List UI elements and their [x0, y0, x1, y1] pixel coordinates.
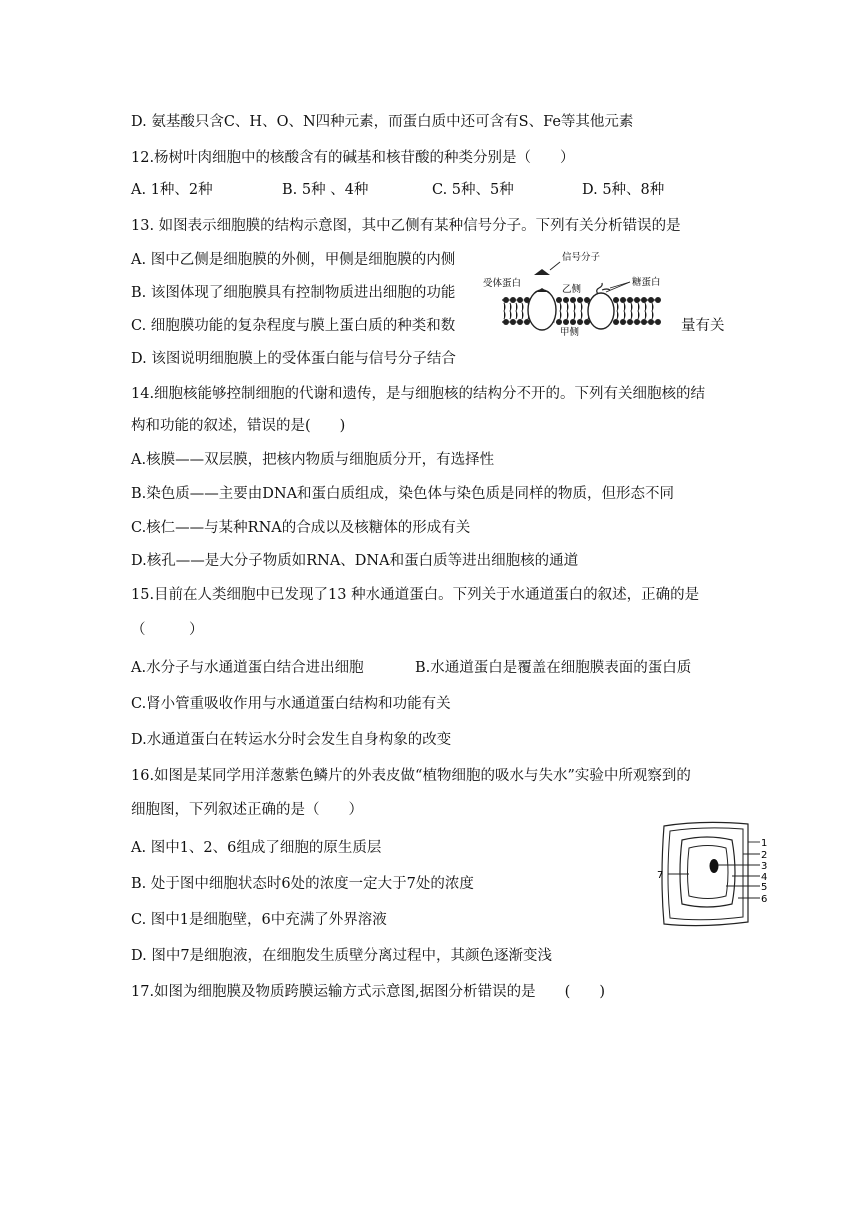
nucleus [710, 859, 719, 873]
label-signal-molecule: 信号分子 [562, 252, 601, 263]
q14-option-c: C.核仁——与某种RNA的合成以及核糖体的形成有关 [131, 520, 471, 536]
q13-option-b: B. 该图体现了细胞膜具有控制物质进出细胞的功能 [131, 285, 456, 301]
label-receptor-protein: 受体蛋白 [483, 278, 522, 289]
sugar-chain-icon [597, 283, 610, 294]
q12-stem: 12.杨树叶肉细胞中的核酸含有的碱基和核苷酸的种类分别是（ ） [131, 150, 575, 166]
label-6: 6 [761, 894, 768, 905]
q14-option-d: D.核孔——是大分子物质如RNA、DNA和蛋白质等进出细胞核的通道 [131, 553, 579, 569]
q12-option-b: B. 5种 、4种 [282, 182, 369, 198]
q12-option-d: D. 5种、8种 [582, 182, 665, 198]
label-3: 3 [761, 861, 768, 872]
vacuole [688, 846, 729, 899]
q16-stem-line2: 细胞图，下列叙述正确的是（ ） [131, 802, 363, 818]
glyco-pointer-2 [606, 282, 630, 292]
phospholipid-bilayer [502, 300, 658, 322]
q15-stem-line1: 15.目前在人类细胞中已发现了13 种水通道蛋白。下列关于水通道蛋白的叙述，正确的是 [131, 587, 700, 603]
q15-option-c: C.肾小管重吸收作用与水通道蛋白结构和功能有关 [131, 696, 451, 712]
lipid-tails [504, 303, 653, 319]
plant-cell-figure [652, 818, 772, 930]
q15-option-b: B.水通道蛋白是覆盖在细胞膜表面的蛋白质 [415, 660, 692, 676]
bound-signal-icon [536, 288, 548, 292]
label-5: 5 [761, 882, 768, 893]
q12-option-a: A. 1种、2种 [131, 182, 213, 198]
q11-option-d: D. 氨基酸只含C、H、O、N四种元素，而蛋白质中还可含有S、Fe等其他元素 [131, 114, 634, 130]
label-1: 1 [761, 838, 768, 849]
q14-stem-line1: 14.细胞核能够控制细胞的代谢和遗传，是与细胞核的结构分不开的。下列有关细胞核的结 [131, 386, 706, 402]
q14-option-a: A.核膜——双层膜，把核内物质与细胞质分开，有选择性 [131, 452, 495, 468]
label-4: 4 [761, 872, 768, 883]
q13-option-c: C. 细胞膜功能的复杂程度与膜上蛋白质的种类和数 [131, 318, 456, 334]
q12-option-c: C. 5种、5种 [432, 182, 514, 198]
q13-option-c-tail: 量有关 [681, 318, 725, 334]
q13-stem: 13. 如图表示细胞膜的结构示意图，其中乙侧有某种信号分子。下列有关分析错误的是 [131, 218, 681, 234]
q16-option-c: C. 图中1是细胞壁，6中充满了外界溶液 [131, 912, 387, 928]
q14-stem-line2: 构和功能的叙述，错误的是( ) [131, 418, 346, 434]
q16-stem-line1: 16.如图是某同学用洋葱紫色鳞片的外表皮做“植物细胞的吸水与失水”实验中所观察到的 [131, 768, 691, 784]
label-glycoprotein: 糖蛋白 [632, 277, 661, 288]
q13-option-a: A. 图中乙侧是细胞膜的外侧，甲侧是细胞膜的内侧 [131, 252, 456, 268]
receptor-protein [528, 290, 556, 330]
label-jia-side: 甲侧 [560, 327, 580, 336]
membrane-figure [480, 242, 676, 336]
label-2: 2 [761, 850, 768, 861]
q17-stem: 17.如图为细胞膜及物质跨膜运输方式示意图,据图分析错误的是 ( ) [131, 984, 605, 1000]
q13-option-d: D. 该图说明细胞膜上的受体蛋白能与信号分子结合 [131, 351, 456, 367]
q14-option-b: B.染色质——主要由DNA和蛋白质组成，染色体与染色质是同样的物质，但形态不同 [131, 486, 675, 502]
q16-option-a: A. 图中1、2、6组成了细胞的原生质层 [131, 840, 382, 856]
protoplast [680, 837, 735, 907]
label-yi-side: 乙侧 [562, 284, 582, 295]
q15-option-a: A.水分子与水通道蛋白结合进出细胞 [131, 660, 364, 676]
label-7: 7 [657, 870, 664, 881]
glycoprotein [588, 293, 614, 329]
signal-molecule-icon [534, 269, 550, 275]
q15-options-ab [131, 658, 691, 678]
lipid-heads [503, 297, 661, 325]
signal-pointer [550, 262, 560, 270]
q16-option-b: B. 处于图中细胞状态时6处的浓度一定大于7处的浓度 [131, 876, 474, 892]
q12-options [131, 180, 664, 200]
q15-option-d: D.水通道蛋白在转运水分时会发生自身构象的改变 [131, 732, 452, 748]
q15-stem-line2: （ ） [131, 622, 204, 638]
q16-option-d: D. 图中7是细胞液，在细胞发生质壁分离过程中，其颜色逐渐变浅 [131, 948, 553, 964]
